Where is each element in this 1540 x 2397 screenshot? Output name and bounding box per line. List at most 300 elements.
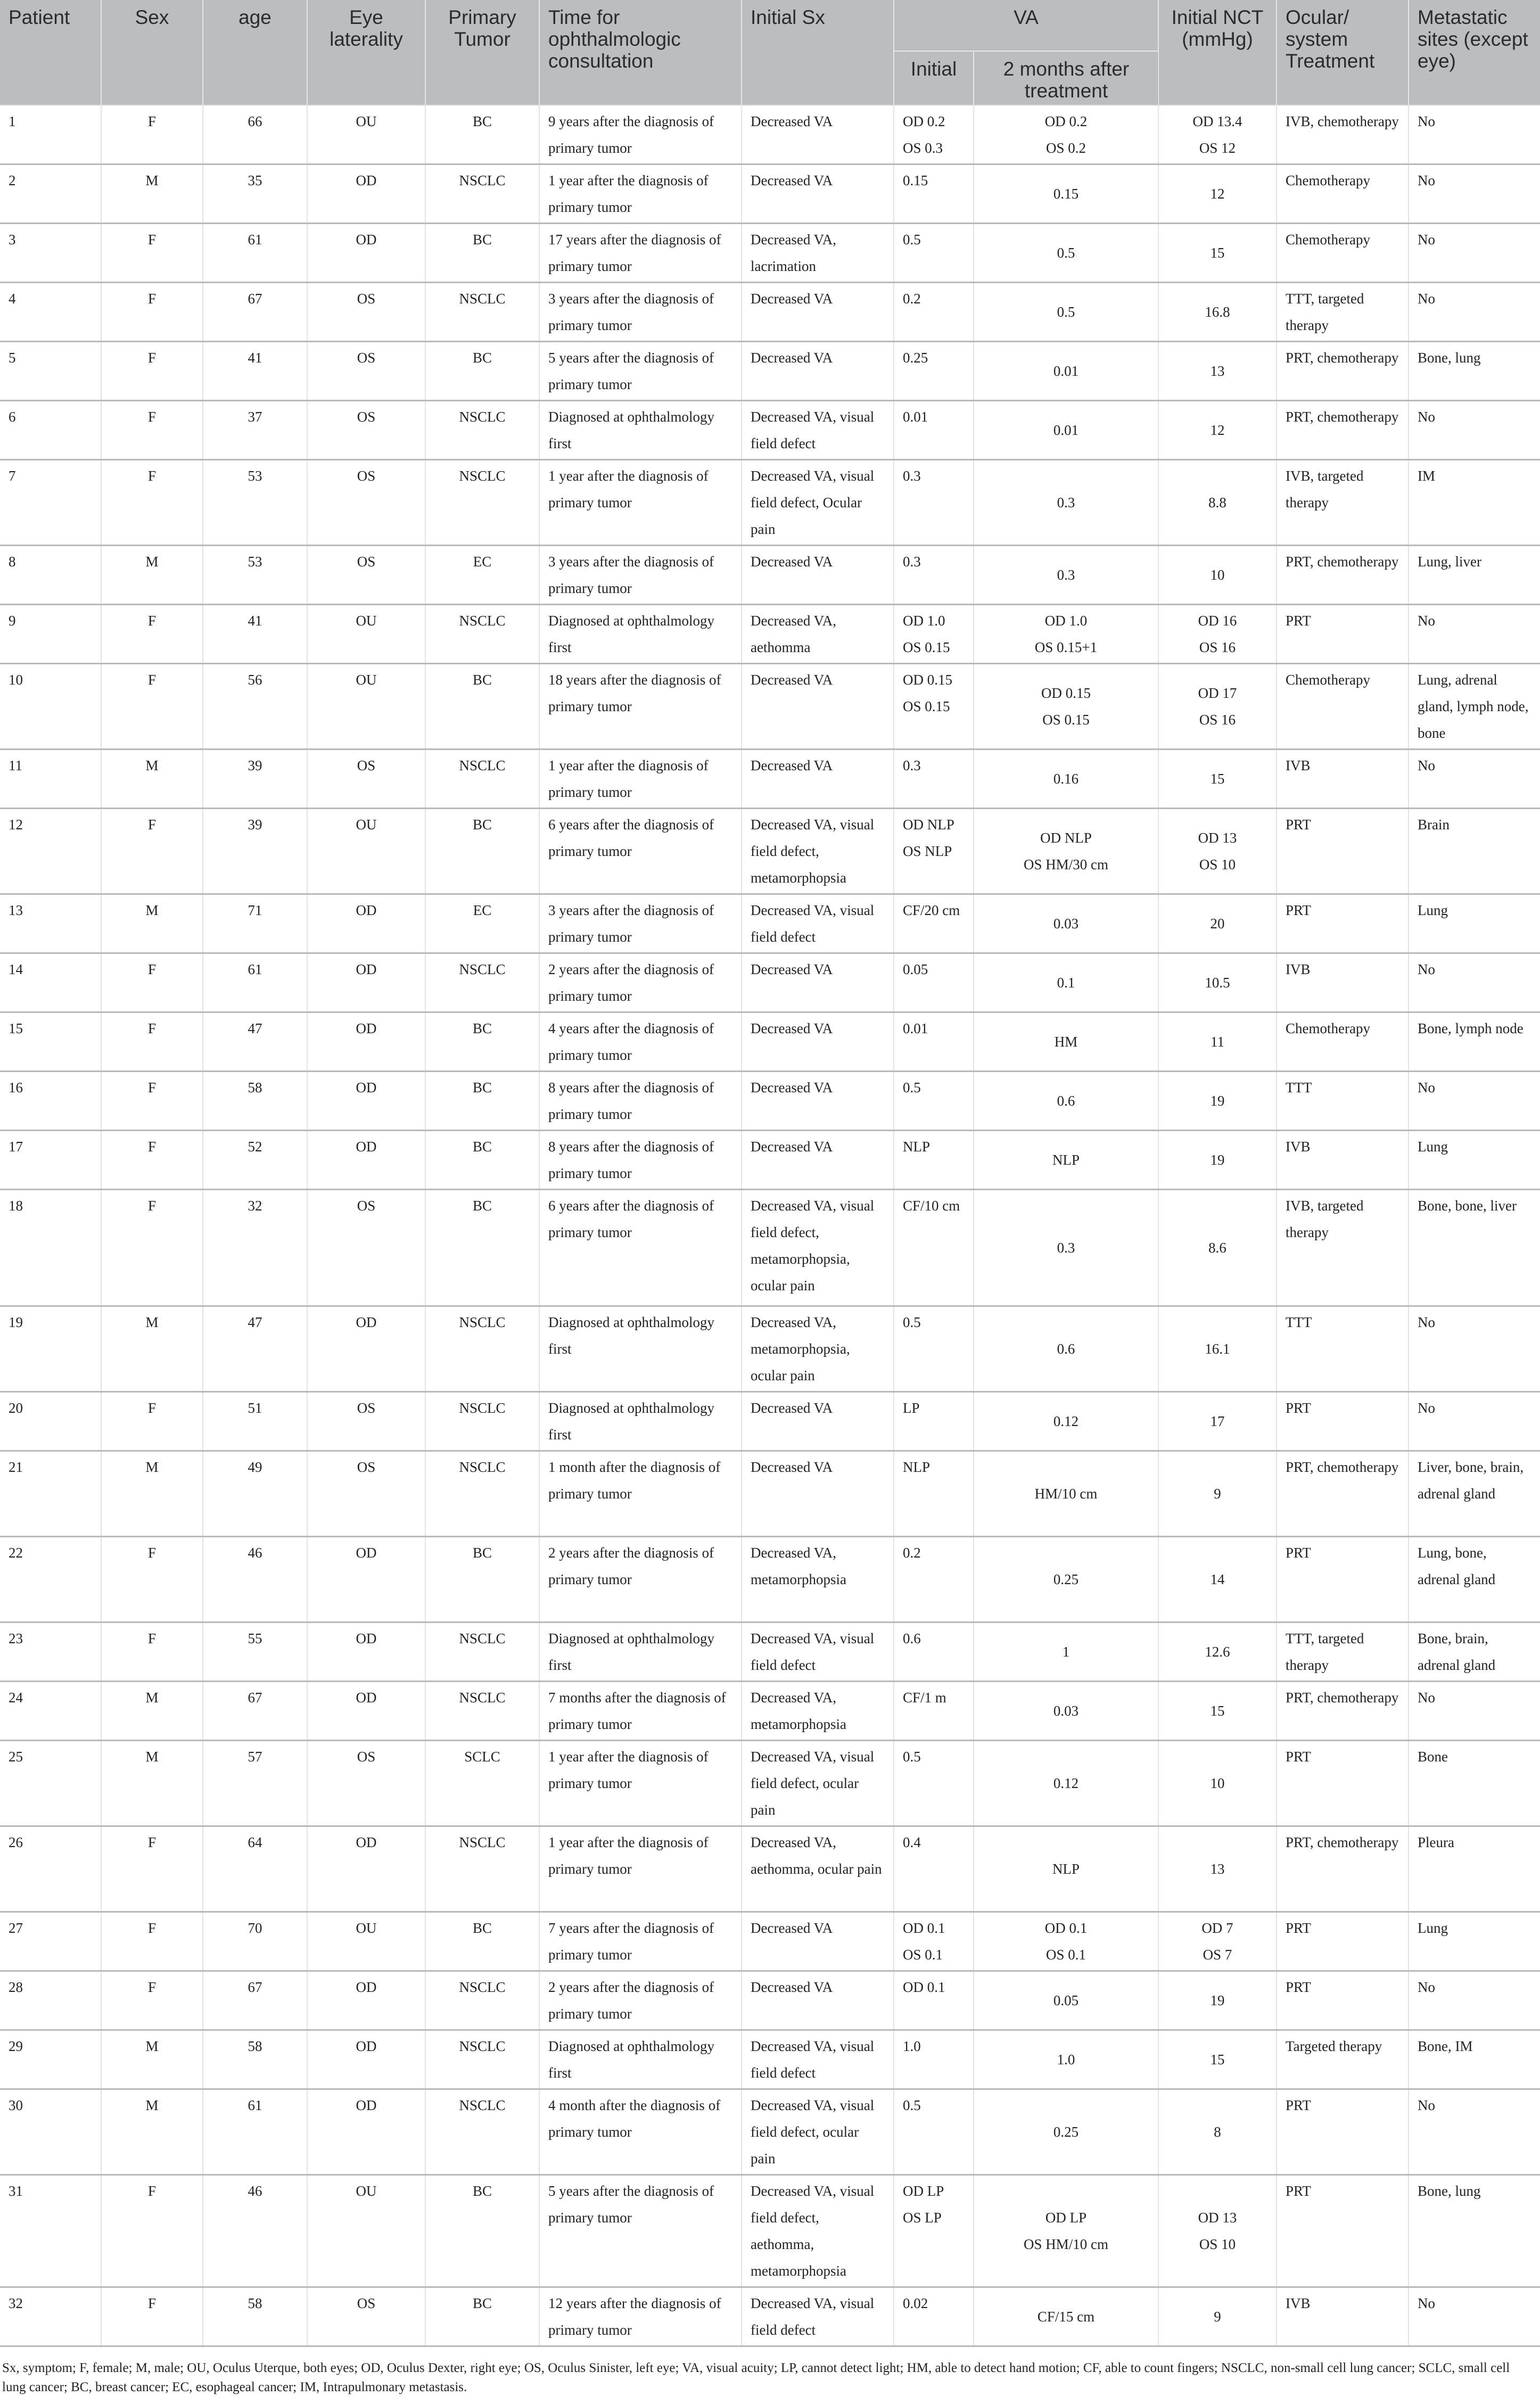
cell-line: 0.02 <box>903 2295 928 2311</box>
cell-va-initial <box>894 401 974 460</box>
header-initial-sx: Initial Sx <box>742 0 894 105</box>
cell-time: Diagnosed at ophthalmology first <box>539 1622 742 1682</box>
cell-time: 2 years after the diagnosis of primary tumor <box>539 1971 742 2030</box>
cell-line: 0.3 <box>903 757 921 773</box>
table-row <box>0 283 1540 342</box>
cell-tumor: EC <box>425 894 539 953</box>
cell-patient: 15 <box>0 1012 101 1072</box>
table-row <box>0 105 1540 164</box>
cell-line: 0.25 <box>903 350 928 366</box>
cell-sex: M <box>101 546 203 605</box>
cell-sex: F <box>101 224 203 283</box>
cell-initial-sx: Decreased VA, metamorphopsia <box>742 1537 894 1622</box>
cell-initial-nct <box>1158 1131 1277 1190</box>
cell-metastatic-sites: Lung <box>1409 1131 1540 1190</box>
cell-line: 1 <box>1062 1644 1070 1660</box>
table-body <box>0 105 1540 2346</box>
cell-metastatic-sites: No <box>1409 1971 1540 2030</box>
cell-eye: OU <box>307 105 425 164</box>
cell-initial-nct <box>1158 283 1277 342</box>
cell-metastatic-sites: No <box>1409 401 1540 460</box>
cell-line: HM <box>1054 1034 1078 1050</box>
cell-sex: M <box>101 1306 203 1392</box>
cell-va-initial <box>894 2175 974 2287</box>
cell-line: 0.3 <box>1057 495 1075 510</box>
cell-va-2-months <box>974 1190 1158 1306</box>
cell-treatment: IVB <box>1277 749 1409 809</box>
cell-va-initial <box>894 809 974 894</box>
cell-eye: OS <box>307 546 425 605</box>
cell-eye: OS <box>307 1451 425 1537</box>
cell-metastatic-sites: Bone <box>1409 1741 1540 1826</box>
cell-line: 19 <box>1210 1093 1225 1109</box>
cell-patient: 9 <box>0 605 101 664</box>
cell-sex: M <box>101 2030 203 2089</box>
cell-tumor: NSCLC <box>425 2030 539 2089</box>
cell-line: 8.6 <box>1208 1240 1226 1256</box>
cell-va-initial <box>894 1912 974 1971</box>
table-row <box>0 1306 1540 1392</box>
cell-eye: OD <box>307 1826 425 1912</box>
cell-va-initial <box>894 1190 974 1306</box>
cell-metastatic-sites: Bone, lung <box>1409 342 1540 401</box>
cell-line: 9 <box>1214 1486 1221 1502</box>
cell-va-2-months <box>974 1682 1158 1741</box>
cell-line: 0.12 <box>1053 1413 1079 1429</box>
cell-age: 35 <box>203 164 307 224</box>
cell-sex: F <box>101 1537 203 1622</box>
header-va: VA <box>894 0 1158 51</box>
cell-initial-nct <box>1158 460 1277 546</box>
cell-tumor: NSCLC <box>425 460 539 546</box>
cell-line: 0.6 <box>1057 1341 1075 1357</box>
cell-va-initial <box>894 342 974 401</box>
cell-line: OS 16 <box>1199 639 1236 655</box>
cell-age: 58 <box>203 2030 307 2089</box>
cell-va-initial <box>894 105 974 164</box>
cell-va-2-months <box>974 1306 1158 1392</box>
cell-line: 10 <box>1210 567 1225 583</box>
cell-metastatic-sites: Brain <box>1409 809 1540 894</box>
cell-tumor: BC <box>425 664 539 749</box>
cell-age: 46 <box>203 2175 307 2287</box>
cell-initial-sx: Decreased VA, visual field defect <box>742 2287 894 2346</box>
cell-time: Diagnosed at ophthalmology first <box>539 1392 742 1451</box>
cell-initial-sx: Decreased VA, visual field defect, metamorphopsia, ocular pain <box>742 1190 894 1306</box>
cell-initial-sx: Decreased VA, metamorphopsia, ocular pain <box>742 1306 894 1392</box>
cell-tumor: NSCLC <box>425 164 539 224</box>
cell-line: NLP <box>903 1139 930 1155</box>
cell-initial-nct <box>1158 2287 1277 2346</box>
cell-initial-nct <box>1158 1392 1277 1451</box>
table-row <box>0 546 1540 605</box>
cell-line: OD NLP <box>903 817 954 833</box>
cell-line: 0.5 <box>903 1080 921 1095</box>
cell-va-2-months <box>974 164 1158 224</box>
cell-line: 0.5 <box>1057 245 1075 261</box>
cell-initial-nct <box>1158 1012 1277 1072</box>
table-footnote: Sx, symptom; F, female; M, male; OU, Oculus Uterque, both eyes; OD, Oculus Dexter, right eye; OS, Oculus Sinister, left eye; VA, visual acuity; LP, cannot detect light; HM, able to detect hand motion; CF, able to count fingers; NSCLC, non-small cell lung cancer; SCLC, small cell lung cancer; BC, breast cancer; EC, esophageal cancer; IM, Intrapulmonary metastasis. <box>2 2361 1510 2394</box>
cell-patient: 28 <box>0 1971 101 2030</box>
cell-line: OS HM/30 cm <box>1023 856 1108 872</box>
cell-treatment: PRT <box>1277 1392 1409 1451</box>
cell-eye: OD <box>307 894 425 953</box>
cell-time: Diagnosed at ophthalmology first <box>539 605 742 664</box>
cell-va-2-months <box>974 546 1158 605</box>
cell-treatment: PRT <box>1277 1971 1409 2030</box>
header-patient: Patient <box>0 0 101 105</box>
cell-treatment: PRT, chemotherapy <box>1277 401 1409 460</box>
cell-line: 0.01 <box>1053 422 1079 438</box>
cell-metastatic-sites: No <box>1409 1682 1540 1741</box>
cell-line: OS 0.15 <box>1042 712 1090 728</box>
cell-line: OD 17 <box>1198 685 1237 701</box>
table-row <box>0 224 1540 283</box>
cell-line: OD 16 <box>1198 613 1237 629</box>
cell-age: 32 <box>203 1190 307 1306</box>
cell-treatment: PRT, chemotherapy <box>1277 546 1409 605</box>
cell-va-2-months <box>974 105 1158 164</box>
cell-sex: F <box>101 1912 203 1971</box>
cell-va-2-months <box>974 1451 1158 1537</box>
cell-tumor: BC <box>425 1537 539 1622</box>
cell-line: 10 <box>1210 1775 1225 1791</box>
cell-patient: 24 <box>0 1682 101 1741</box>
cell-va-2-months <box>974 401 1158 460</box>
cell-eye: OD <box>307 1682 425 1741</box>
cell-line: 15 <box>1210 245 1225 261</box>
cell-age: 52 <box>203 1131 307 1190</box>
cell-age: 41 <box>203 605 307 664</box>
cell-sex: M <box>101 164 203 224</box>
cell-va-initial <box>894 1741 974 1826</box>
cell-initial-nct <box>1158 401 1277 460</box>
cell-time: 1 year after the diagnosis of primary tumor <box>539 1741 742 1826</box>
cell-tumor: BC <box>425 224 539 283</box>
cell-metastatic-sites: Bone, lymph node <box>1409 1012 1540 1072</box>
table-row <box>0 1741 1540 1826</box>
cell-va-2-months <box>974 342 1158 401</box>
cell-time: 2 years after the diagnosis of primary tumor <box>539 1537 742 1622</box>
cell-initial-sx: Decreased VA, visual field defect, ocular pain <box>742 2089 894 2175</box>
cell-line: OD NLP <box>1040 830 1092 846</box>
cell-va-initial <box>894 1537 974 1622</box>
cell-metastatic-sites: No <box>1409 1306 1540 1392</box>
table-row <box>0 1392 1540 1451</box>
cell-tumor: BC <box>425 1131 539 1190</box>
cell-initial-sx: Decreased VA, aethomma, ocular pain <box>742 1826 894 1912</box>
cell-line: 8.8 <box>1208 495 1226 510</box>
cell-initial-nct <box>1158 1741 1277 1826</box>
cell-metastatic-sites: No <box>1409 2089 1540 2175</box>
cell-va-2-months <box>974 749 1158 809</box>
cell-time: 7 years after the diagnosis of primary tumor <box>539 1912 742 1971</box>
cell-line: 13 <box>1210 1861 1225 1877</box>
table-row <box>0 1912 1540 1971</box>
cell-line: 0.5 <box>903 2097 921 2113</box>
cell-treatment: TTT, targeted therapy <box>1277 1622 1409 1682</box>
cell-treatment: PRT <box>1277 1912 1409 1971</box>
cell-eye: OU <box>307 664 425 749</box>
header-eye-laterality: Eye laterality <box>307 0 425 105</box>
cell-line: 0.5 <box>903 1749 921 1765</box>
cell-patient: 14 <box>0 953 101 1012</box>
cell-line: 13 <box>1210 363 1225 379</box>
cell-initial-sx: Decreased VA, visual field defect, Ocular pain <box>742 460 894 546</box>
cell-line: 0.3 <box>1057 1240 1075 1256</box>
table-row <box>0 664 1540 749</box>
cell-line: 17 <box>1210 1413 1225 1429</box>
cell-eye: OD <box>307 1131 425 1190</box>
cell-line: OD 0.1 <box>1044 1920 1088 1936</box>
cell-line: 0.25 <box>1053 2124 1079 2140</box>
cell-line: OD 13 <box>1198 2210 1237 2226</box>
cell-patient: 31 <box>0 2175 101 2287</box>
cell-initial-nct <box>1158 164 1277 224</box>
cell-tumor: EC <box>425 546 539 605</box>
cell-line: 11 <box>1210 1034 1224 1050</box>
cell-line: OD 0.1 <box>903 1979 945 1995</box>
cell-initial-nct <box>1158 664 1277 749</box>
cell-line: OD 0.1 <box>903 1920 945 1936</box>
cell-va-initial <box>894 664 974 749</box>
cell-line: 0.15 <box>1053 186 1079 202</box>
cell-line: 0.05 <box>903 961 928 977</box>
cell-line: OS 0.1 <box>1045 1947 1086 1963</box>
cell-line: 19 <box>1210 1152 1225 1168</box>
cell-treatment: TTT, targeted therapy <box>1277 283 1409 342</box>
cell-age: 49 <box>203 1451 307 1537</box>
cell-treatment: IVB, targeted therapy <box>1277 1190 1409 1306</box>
cell-patient: 18 <box>0 1190 101 1306</box>
cell-line: 0.01 <box>1053 363 1079 379</box>
cell-initial-sx: Decreased VA <box>742 283 894 342</box>
cell-age: 66 <box>203 105 307 164</box>
cell-eye: OS <box>307 460 425 546</box>
table-row <box>0 1190 1540 1306</box>
cell-sex: F <box>101 460 203 546</box>
cell-va-initial <box>894 749 974 809</box>
cell-line: OD 1.0 <box>903 613 945 629</box>
cell-treatment: PRT <box>1277 1741 1409 1826</box>
cell-va-initial <box>894 2030 974 2089</box>
cell-initial-nct <box>1158 105 1277 164</box>
cell-sex: F <box>101 1971 203 2030</box>
cell-initial-sx: Decreased VA <box>742 953 894 1012</box>
cell-patient: 1 <box>0 105 101 164</box>
cell-line: 9 <box>1214 2309 1221 2325</box>
cell-tumor: NSCLC <box>425 953 539 1012</box>
cell-time: 1 month after the diagnosis of primary tumor <box>539 1451 742 1537</box>
cell-eye: OU <box>307 605 425 664</box>
cell-treatment: Chemotherapy <box>1277 164 1409 224</box>
cell-patient: 12 <box>0 809 101 894</box>
cell-initial-nct <box>1158 809 1277 894</box>
cell-patient: 22 <box>0 1537 101 1622</box>
cell-sex: F <box>101 1190 203 1306</box>
table-row <box>0 1537 1540 1622</box>
cell-patient: 5 <box>0 342 101 401</box>
cell-sex: M <box>101 1682 203 1741</box>
cell-sex: M <box>101 894 203 953</box>
cell-initial-sx: Decreased VA, visual field defect <box>742 894 894 953</box>
cell-sex: F <box>101 342 203 401</box>
cell-initial-nct <box>1158 1971 1277 2030</box>
table-row <box>0 1622 1540 1682</box>
cell-line: OS NLP <box>903 843 952 859</box>
cell-time: 2 years after the diagnosis of primary tumor <box>539 953 742 1012</box>
cell-patient: 21 <box>0 1451 101 1537</box>
cell-patient: 27 <box>0 1912 101 1971</box>
cell-time: 5 years after the diagnosis of primary tumor <box>539 2175 742 2287</box>
cell-eye: OS <box>307 342 425 401</box>
cell-patient: 26 <box>0 1826 101 1912</box>
cell-sex: F <box>101 1826 203 1912</box>
cell-metastatic-sites: No <box>1409 283 1540 342</box>
cell-line: OD 0.15 <box>903 672 952 688</box>
cell-treatment: PRT, chemotherapy <box>1277 1826 1409 1912</box>
cell-line: 15 <box>1210 1703 1225 1719</box>
cell-initial-nct <box>1158 605 1277 664</box>
cell-initial-sx: Decreased VA <box>742 664 894 749</box>
cell-age: 61 <box>203 953 307 1012</box>
cell-initial-sx: Decreased VA, aethomma <box>742 605 894 664</box>
cell-line: OD 13.4 <box>1192 113 1242 129</box>
cell-va-2-months <box>974 283 1158 342</box>
cell-eye: OS <box>307 283 425 342</box>
cell-age: 39 <box>203 749 307 809</box>
cell-va-2-months <box>974 1741 1158 1826</box>
table-row <box>0 2175 1540 2287</box>
cell-initial-nct <box>1158 546 1277 605</box>
table-row <box>0 1072 1540 1131</box>
cell-line: 0.5 <box>1057 304 1075 320</box>
cell-patient: 30 <box>0 2089 101 2175</box>
cell-va-2-months <box>974 460 1158 546</box>
cell-initial-sx: Decreased VA <box>742 546 894 605</box>
cell-sex: F <box>101 809 203 894</box>
cell-line: OS 10 <box>1199 2236 1236 2252</box>
cell-treatment: PRT <box>1277 2089 1409 2175</box>
cell-time: 1 year after the diagnosis of primary tumor <box>539 1826 742 1912</box>
cell-patient: 7 <box>0 460 101 546</box>
header-sex: Sex <box>101 0 203 105</box>
cell-tumor: NSCLC <box>425 1622 539 1682</box>
table-row <box>0 460 1540 546</box>
cell-age: 58 <box>203 2287 307 2346</box>
cell-line: 12 <box>1210 422 1225 438</box>
cell-patient: 20 <box>0 1392 101 1451</box>
cell-eye: OS <box>307 749 425 809</box>
cell-initial-sx: Decreased VA <box>742 1131 894 1190</box>
cell-metastatic-sites: Bone, bone, liver <box>1409 1190 1540 1306</box>
cell-sex: F <box>101 1622 203 1682</box>
cell-treatment: Chemotherapy <box>1277 1012 1409 1072</box>
cell-initial-sx: Decreased VA, visual field defect, metamorphopsia <box>742 809 894 894</box>
cell-eye: OD <box>307 1537 425 1622</box>
cell-initial-sx: Decreased VA <box>742 1451 894 1537</box>
cell-line: OD 0.2 <box>1044 113 1088 129</box>
cell-metastatic-sites: No <box>1409 2287 1540 2346</box>
cell-initial-sx: Decreased VA, lacrimation <box>742 224 894 283</box>
cell-line: 0.3 <box>1057 567 1075 583</box>
cell-eye: OD <box>307 1306 425 1392</box>
cell-sex: F <box>101 1131 203 1190</box>
cell-line: 0.1 <box>1057 975 1075 991</box>
cell-initial-nct <box>1158 2030 1277 2089</box>
cell-va-2-months <box>974 2287 1158 2346</box>
cell-metastatic-sites: No <box>1409 224 1540 283</box>
cell-initial-sx: Decreased VA <box>742 342 894 401</box>
cell-initial-nct <box>1158 1072 1277 1131</box>
cell-sex: M <box>101 1451 203 1537</box>
cell-time: Diagnosed at ophthalmology first <box>539 2030 742 2089</box>
cell-metastatic-sites: Lung, bone, adrenal gland <box>1409 1537 1540 1622</box>
cell-eye: OD <box>307 1971 425 2030</box>
cell-time: 12 years after the diagnosis of primary tumor <box>539 2287 742 2346</box>
table-row <box>0 342 1540 401</box>
cell-time: 8 years after the diagnosis of primary tumor <box>539 1072 742 1131</box>
cell-line: 0.16 <box>1053 771 1079 787</box>
table-row <box>0 1131 1540 1190</box>
cell-eye: OS <box>307 401 425 460</box>
cell-treatment: IVB <box>1277 2287 1409 2346</box>
cell-line: LP <box>903 1400 920 1416</box>
cell-initial-nct <box>1158 1190 1277 1306</box>
cell-line: 0.2 <box>903 1545 921 1561</box>
cell-tumor: BC <box>425 1012 539 1072</box>
cell-metastatic-sites: No <box>1409 164 1540 224</box>
cell-initial-nct <box>1158 1537 1277 1622</box>
cell-tumor: NSCLC <box>425 1306 539 1392</box>
cell-va-2-months <box>974 809 1158 894</box>
cell-metastatic-sites: Bone, lung <box>1409 2175 1540 2287</box>
cell-sex: F <box>101 105 203 164</box>
header-metastatic-sites: Metastatic sites (except eye) <box>1409 0 1540 105</box>
cell-line: 0.6 <box>903 1630 921 1646</box>
cell-line: OS 12 <box>1199 140 1236 156</box>
cell-metastatic-sites: No <box>1409 1392 1540 1451</box>
cell-initial-sx: Decreased VA, visual field defect <box>742 401 894 460</box>
cell-metastatic-sites: Liver, bone, brain, adrenal gland <box>1409 1451 1540 1537</box>
cell-patient: 4 <box>0 283 101 342</box>
cell-treatment: PRT, chemotherapy <box>1277 342 1409 401</box>
cell-initial-sx: Decreased VA <box>742 1012 894 1072</box>
cell-initial-nct <box>1158 1912 1277 1971</box>
cell-sex: M <box>101 1741 203 1826</box>
cell-patient: 3 <box>0 224 101 283</box>
cell-metastatic-sites: Bone, brain, adrenal gland <box>1409 1622 1540 1682</box>
cell-tumor: BC <box>425 1190 539 1306</box>
cell-metastatic-sites: IM <box>1409 460 1540 546</box>
cell-initial-nct <box>1158 894 1277 953</box>
cell-line: 0.3 <box>903 468 921 484</box>
cell-sex: F <box>101 1012 203 1072</box>
cell-line: 0.03 <box>1053 916 1079 932</box>
cell-initial-nct <box>1158 224 1277 283</box>
cell-tumor: BC <box>425 809 539 894</box>
table-row <box>0 1012 1540 1072</box>
cell-patient: 16 <box>0 1072 101 1131</box>
cell-time: 1 year after the diagnosis of primary tumor <box>539 164 742 224</box>
cell-eye: OS <box>307 1190 425 1306</box>
cell-eye: OD <box>307 1012 425 1072</box>
cell-time: 4 month after the diagnosis of primary tumor <box>539 2089 742 2175</box>
cell-va-initial <box>894 1622 974 1682</box>
cell-va-initial <box>894 460 974 546</box>
cell-va-2-months <box>974 1131 1158 1190</box>
cell-treatment: PRT <box>1277 894 1409 953</box>
